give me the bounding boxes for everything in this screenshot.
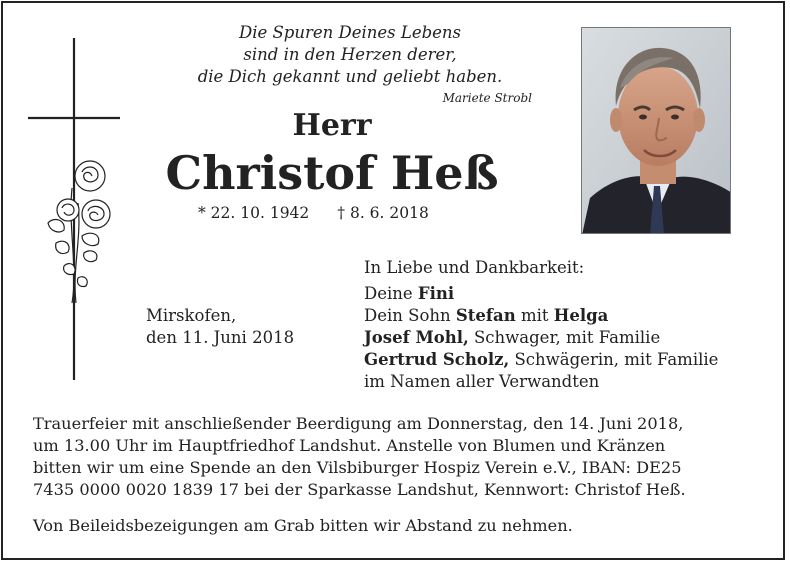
notice-line: Trauerfeier mit anschließender Beerdigung am Donnerstag, den 14. Juni 2018, [33,414,684,433]
place-date [146,305,294,349]
mourner-line [364,349,718,371]
poem-line: Die Spuren Deines Lebens [238,23,462,42]
mourners-intro: In Liebe und Dankbarkeit: [364,258,585,277]
place: Mirskofen, [146,306,237,325]
birth-date: * 22. 10. 1942 [198,204,310,222]
deceased-name: Christof Heß [165,146,499,200]
mourner-text: Schwager, mit Familie [468,328,661,347]
mourner-line [364,283,718,305]
notice-line: bitten wir um eine Spende an den Vilsbiburger Hospiz Verein e.V., IBAN: DE25 [33,458,682,477]
closing-note: Von Beileidsbezeigungen am Grab bitten wir Abstand zu nehmen. [33,516,573,535]
mourner-text: Deine [364,284,418,303]
portrait-photo [581,27,731,234]
mourner-name: Fini [417,284,455,303]
poem-author: Mariete Strobl [442,91,532,105]
poem-line: sind in den Herzen derer, [243,45,457,64]
poem-line: die Dich gekannt und geliebt haben. [197,67,503,86]
mourner-text: mit [515,306,554,325]
mourners-list [364,283,718,393]
salutation: Herr [292,108,372,143]
mourner-line [364,305,718,327]
mourner-name: Josef Mohl, [364,328,469,347]
mourner-name: Stefan [455,306,516,325]
cross-with-roses-icon [20,38,130,383]
mourner-line [364,327,718,349]
mourner-line [364,371,718,393]
poem [150,22,550,88]
death-date: † 8. 6. 2018 [337,204,429,222]
funeral-notice [33,413,763,501]
date: den 11. Juni 2018 [146,328,295,347]
mourner-text: im Namen aller Verwandten [364,372,600,391]
mourner-text: Schwägerin, mit Familie [509,350,719,369]
life-dates [198,204,429,222]
notice-line: 7435 0000 0020 1839 17 bei der Sparkasse Landshut, Kennwort: Christof Heß. [33,480,686,499]
mourner-text: Dein Sohn [364,306,456,325]
mourner-name: Helga [553,306,609,325]
notice-line: um 13.00 Uhr im Hauptfriedhof Landshut. Anstelle von Blumen und Kränzen [33,436,666,455]
mourner-name: Gertrud Scholz, [364,350,510,369]
